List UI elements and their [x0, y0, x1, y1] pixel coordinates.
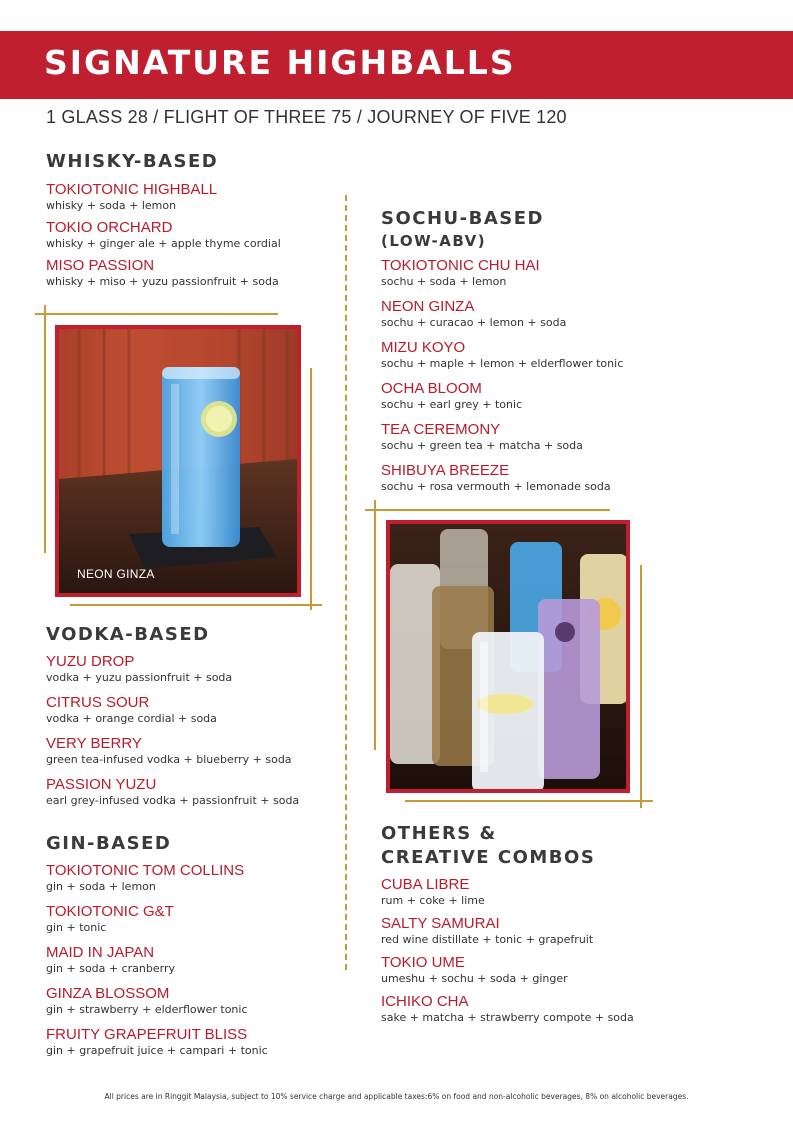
- item-name: ICHIKO CHA: [381, 993, 469, 1010]
- item-name: OCHA BLOOM: [381, 380, 482, 397]
- menu-item: [381, 915, 681, 947]
- menu-item: [381, 876, 681, 908]
- item-desc: gin + strawberry + elderflower tonic: [46, 1003, 248, 1016]
- section-title-sochu: SOCHU-BASED: [381, 208, 544, 229]
- gold-rule: [35, 313, 278, 315]
- item-name: TOKIO ORCHARD: [46, 219, 173, 236]
- menu-item: [46, 944, 336, 976]
- item-desc: green tea-infused vodka + blueberry + soda: [46, 753, 292, 766]
- photo-caption: NEON GINZA: [77, 567, 155, 581]
- item-desc: sochu + maple + lemon + elderflower tonic: [381, 357, 624, 370]
- item-name: VERY BERRY: [46, 735, 142, 752]
- item-name: CITRUS SOUR: [46, 694, 150, 711]
- menu-item: [381, 380, 681, 412]
- item-desc: umeshu + sochu + soda + ginger: [381, 972, 568, 985]
- item-name: YUZU DROP: [46, 653, 135, 670]
- menu-item: [381, 954, 681, 986]
- section-gin: [46, 832, 336, 1058]
- menu-item: [381, 421, 681, 453]
- item-desc: gin + soda + cranberry: [46, 962, 176, 975]
- item-desc: gin + soda + lemon: [46, 880, 156, 893]
- item-desc: red wine distillate + tonic + grapefruit: [381, 933, 594, 946]
- item-desc: gin + tonic: [46, 921, 107, 934]
- section-others: [381, 822, 681, 1025]
- menu-item: [46, 1026, 336, 1058]
- section-title-whisky: WHISKY-BASED: [46, 151, 219, 172]
- item-name: MIZU KOYO: [381, 339, 466, 356]
- item-desc: vodka + yuzu passionfruit + soda: [46, 671, 233, 684]
- item-name: TOKIO UME: [381, 954, 465, 971]
- section-vodka: [46, 623, 336, 808]
- menu-item: [381, 257, 681, 289]
- gold-rule: [405, 800, 653, 802]
- gold-rule: [640, 565, 642, 808]
- gold-rule: [70, 604, 322, 606]
- item-desc: sochu + soda + lemon: [381, 275, 507, 288]
- item-desc: whisky + ginger ale + apple thyme cordial: [46, 237, 281, 250]
- item-name: SHIBUYA BREEZE: [381, 462, 510, 479]
- section-title-vodka: VODKA-BASED: [46, 624, 210, 645]
- footer-note: All prices are in Ringgit Malaysia, subject to 10% service charge and applicable taxes:6% on food and non-alcoholic beverages, 8% on alcoholic beverages.: [104, 1092, 689, 1101]
- item-desc: sochu + green tea + matcha + soda: [381, 439, 583, 452]
- column-divider: [345, 195, 347, 970]
- menu-item: [381, 339, 681, 371]
- gold-rule: [365, 509, 610, 511]
- header-banner: [0, 31, 793, 99]
- item-name: GINZA BLOSSOM: [46, 985, 170, 1002]
- page-title: SIGNATURE HIGHBALLS: [44, 43, 516, 82]
- item-name: NEON GINZA: [381, 298, 475, 315]
- menu-item: [46, 903, 336, 935]
- menu-item: [381, 993, 681, 1025]
- section-title-others-line1: OTHERS &: [381, 823, 497, 844]
- section-title-others-line2: CREATIVE COMBOS: [381, 847, 596, 868]
- item-name: CUBA LIBRE: [381, 876, 470, 893]
- section-sochu: [381, 207, 681, 494]
- photo-neon-ginza: [55, 325, 301, 597]
- photo-assorted-highballs: [386, 520, 630, 793]
- item-name: PASSION YUZU: [46, 776, 157, 793]
- section-title-gin: GIN-BASED: [46, 833, 172, 854]
- item-desc: rum + coke + lime: [381, 894, 485, 907]
- gold-rule: [374, 500, 376, 750]
- neon-ginza-photo-illustration: [59, 329, 297, 593]
- menu-item: [46, 862, 336, 894]
- menu-item: [46, 653, 336, 685]
- item-desc: vodka + orange cordial + soda: [46, 712, 217, 725]
- item-name: MISO PASSION: [46, 257, 155, 274]
- menu-item: [381, 462, 681, 494]
- item-desc: sochu + rosa vermouth + lemonade soda: [381, 480, 611, 493]
- assorted-highballs-photo-illustration: [390, 524, 626, 789]
- item-desc: whisky + miso + yuzu passionfruit + soda: [46, 275, 279, 288]
- gold-rule: [44, 305, 46, 553]
- section-whisky: [46, 150, 336, 289]
- item-name: SALTY SAMURAI: [381, 915, 500, 932]
- section-subtitle-sochu: (LOW-ABV): [381, 232, 487, 250]
- item-name: TOKIOTONIC CHU HAI: [381, 257, 540, 274]
- item-name: TOKIOTONIC HIGHBALL: [46, 181, 218, 198]
- menu-item: [46, 985, 336, 1017]
- menu-item: [381, 298, 681, 330]
- item-desc: gin + grapefruit juice + campari + tonic: [46, 1044, 268, 1057]
- item-name: FRUITY GRAPEFRUIT BLISS: [46, 1026, 248, 1043]
- menu-item: [46, 257, 336, 289]
- item-desc: sochu + curacao + lemon + soda: [381, 316, 567, 329]
- item-desc: earl grey-infused vodka + passionfruit + soda: [46, 794, 300, 807]
- price-line: 1 GLASS 28 / FLIGHT OF THREE 75 / JOURNEY OF FIVE 120: [46, 107, 567, 127]
- item-name: MAID IN JAPAN: [46, 944, 155, 961]
- gold-rule: [310, 368, 312, 610]
- item-desc: sake + matcha + strawberry compote + soda: [381, 1011, 634, 1024]
- menu-item: [46, 181, 336, 213]
- item-desc: sochu + earl grey + tonic: [381, 398, 523, 411]
- menu-item: [46, 735, 336, 767]
- menu-item: [46, 694, 336, 726]
- item-desc: whisky + soda + lemon: [46, 199, 177, 212]
- menu-item: [46, 776, 336, 808]
- item-name: TOKIOTONIC G&T: [46, 903, 174, 920]
- item-name: TEA CEREMONY: [381, 421, 501, 438]
- item-name: TOKIOTONIC TOM COLLINS: [46, 862, 245, 879]
- menu-item: [46, 219, 336, 251]
